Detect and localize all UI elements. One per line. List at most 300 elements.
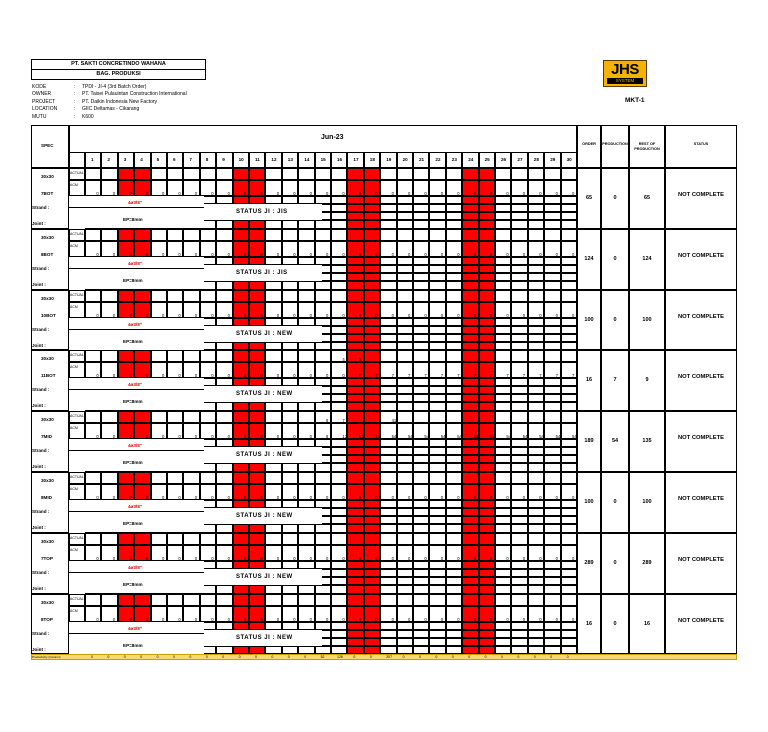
actual-cell [511, 290, 527, 302]
blank-cell [216, 439, 232, 447]
actual-cell [495, 472, 511, 484]
actual-cell [528, 411, 544, 423]
acm-cell [479, 484, 495, 500]
acm-value: 0 [96, 312, 99, 318]
footer-value: 0 [435, 655, 438, 660]
blank-cell [347, 342, 363, 351]
acm-value: 0 [293, 434, 296, 440]
blank-cell [544, 212, 560, 220]
acm-value: 0 [358, 251, 362, 257]
actual-cell [298, 472, 314, 484]
acm-value: 0 [276, 373, 280, 379]
acm-value: 0 [211, 312, 214, 318]
acm-value: 0 [260, 312, 263, 318]
actual-cell [528, 290, 544, 302]
acm-value: 0 [145, 312, 148, 318]
blank-cell [511, 342, 527, 351]
blank-cell [364, 439, 380, 447]
acm-value: 0 [572, 312, 575, 318]
blank-cell [315, 561, 331, 569]
status-ji: STATUS JI : JIS [236, 209, 288, 215]
acm-value: 0 [145, 495, 148, 500]
meta-value: PT. Daikin Indonesia New Factory [82, 98, 158, 105]
blank-cell [462, 439, 478, 447]
blank-cell [364, 204, 380, 212]
acm-value: 7 [457, 373, 460, 379]
acm-value: 0 [194, 373, 198, 379]
actual-cell [462, 168, 478, 180]
acm-value: 0 [572, 495, 575, 500]
blank-cell [364, 326, 380, 334]
blank-cell [495, 204, 511, 212]
blank-cell [233, 318, 249, 326]
blank-cell [413, 569, 429, 577]
strand-value: 4ø3/8" [128, 504, 142, 509]
blank-cell [429, 638, 445, 646]
summary-rest: 135 [642, 438, 652, 445]
blank-cell [265, 402, 281, 411]
blank-cell [347, 439, 363, 447]
actual-cell [462, 472, 478, 484]
acm-cell [511, 484, 527, 500]
blank-cell [216, 342, 232, 351]
acm-cell [544, 362, 560, 378]
blank-cell [544, 500, 560, 508]
joint-label: Joint : [32, 403, 46, 409]
actual-cell [101, 290, 117, 302]
blank-cell [511, 196, 527, 204]
spec-header: SPEC [41, 143, 54, 148]
acm-value: 0 [440, 616, 444, 622]
blank-cell [462, 265, 478, 273]
blank-cell [315, 342, 331, 351]
acm-value: 0 [408, 495, 411, 500]
blank-cell [462, 318, 478, 326]
spec-type: 11BOT [41, 373, 56, 379]
blank-cell [265, 220, 281, 229]
blank-cell [544, 342, 560, 351]
day-number: 10 [238, 157, 244, 162]
blank-cell [544, 394, 560, 402]
blank-cell [446, 630, 462, 638]
acm-cell [380, 606, 396, 622]
actual-cell [397, 229, 413, 241]
blank-cell [429, 646, 445, 655]
acm-cell [183, 606, 199, 622]
actual-cell [216, 472, 232, 484]
blank-cell [380, 334, 396, 342]
actual-cell [216, 594, 232, 606]
blank-cell [315, 220, 331, 229]
blank-cell [429, 265, 445, 273]
actual-cell [265, 594, 281, 606]
acm-value: 0 [375, 555, 378, 561]
acm-value: 0 [572, 251, 575, 257]
acm-value: 0 [276, 251, 280, 257]
blank-cell [331, 318, 347, 326]
blank-cell [413, 455, 429, 463]
acm-cell [429, 180, 445, 196]
acm-value: 0 [424, 312, 427, 318]
blank-cell [561, 394, 577, 402]
acm-value: 13 [358, 434, 364, 440]
actual-cell [200, 229, 216, 241]
spec-type: 8BOT [41, 251, 54, 257]
acm-cell [151, 423, 167, 439]
actual-cell [151, 472, 167, 484]
blank-cell [446, 265, 462, 273]
blank-cell [347, 334, 363, 342]
acm-value: 0 [293, 251, 296, 257]
actual-label: ACTUAL [70, 353, 84, 358]
blank-cell [413, 524, 429, 533]
summary-order: 65 [585, 195, 593, 201]
acm-cell [561, 241, 577, 257]
actual-cell [282, 594, 298, 606]
actual-cell [446, 594, 462, 606]
blank-cell [282, 318, 298, 326]
acm-value: 0 [309, 373, 312, 379]
acm-value: 0 [276, 191, 280, 196]
blank-cell [397, 378, 413, 386]
blank-cell [511, 622, 527, 630]
actual-cell [249, 411, 265, 423]
acm-cell [462, 302, 478, 318]
actual-cell [298, 229, 314, 241]
actual-cell [167, 411, 183, 423]
actual-cell [528, 229, 544, 241]
blank-cell [528, 561, 544, 569]
acm-cell [315, 606, 331, 622]
acm-value: 0 [326, 495, 329, 500]
blank-cell [429, 439, 445, 447]
spec-size: 30x30 [41, 599, 54, 605]
blank-cell [429, 386, 445, 394]
acm-value: 0 [244, 251, 247, 257]
blank-cell [380, 638, 396, 646]
summary-header-cell [577, 125, 601, 168]
blank-cell [347, 569, 363, 577]
blank-cell [315, 196, 331, 204]
acm-cell [561, 362, 577, 378]
blank-cell [495, 196, 511, 204]
blank-cell [331, 508, 347, 516]
acm-cell [233, 423, 249, 439]
blank-cell [479, 455, 495, 463]
actual-cell [462, 350, 478, 362]
blank-cell [380, 204, 396, 212]
blank-cell [479, 334, 495, 342]
actual-cell [462, 411, 478, 423]
acm-cell [134, 302, 150, 318]
blank-cell [265, 439, 281, 447]
blank-cell [397, 334, 413, 342]
actual-cell [331, 594, 347, 606]
blank-cell [397, 577, 413, 585]
acm-value: 54 [506, 434, 512, 440]
blank-cell [347, 622, 363, 630]
completion-status: NOT COMPLETE [677, 192, 725, 198]
blank-cell [429, 326, 445, 334]
acm-value: 54 [555, 434, 561, 440]
acm-value: 0 [457, 555, 460, 561]
actual-cell [249, 168, 265, 180]
summary-production: 0 [613, 316, 617, 323]
acm-value: 0 [260, 191, 263, 196]
actual-cell [544, 472, 560, 484]
acm-value: 0 [309, 312, 312, 318]
acm-value: 0 [211, 434, 214, 440]
acm-cell [397, 545, 413, 561]
actual-cell [561, 411, 577, 423]
acm-cell [298, 302, 314, 318]
blank-cell [544, 638, 560, 646]
blank-cell [233, 585, 249, 594]
blank-cell [397, 204, 413, 212]
acm-value: 13 [375, 434, 380, 440]
footer-value: 0 [353, 655, 356, 660]
status-ji: STATUS JI : NEW [236, 452, 293, 459]
acm-cell [183, 484, 199, 500]
acm-value: 0 [309, 251, 312, 257]
blank-cell [331, 212, 347, 220]
acm-cell [233, 180, 249, 196]
logo-subtext: SYSTEM [607, 78, 643, 84]
acm-cell [347, 606, 363, 622]
blank-cell [298, 257, 314, 265]
acm-value: 0 [276, 434, 280, 440]
blank-cell [347, 508, 363, 516]
blank-cell [528, 524, 544, 533]
blank-cell [479, 524, 495, 533]
blank-cell [265, 585, 281, 594]
blank-cell [249, 585, 265, 594]
blank-cell [544, 220, 560, 229]
blank-cell [528, 334, 544, 342]
actual-cell [495, 533, 511, 545]
blank-cell [528, 646, 544, 655]
acm-cell [561, 545, 577, 561]
actual-cell [249, 290, 265, 302]
acm-value: 0 [522, 312, 526, 318]
blank-cell [495, 447, 511, 455]
completion-status: NOT COMPLETE [677, 496, 725, 502]
footer-value: 0 [304, 655, 307, 660]
acm-value: 0 [260, 495, 263, 500]
actual-cell [233, 290, 249, 302]
actual-cell [544, 168, 560, 180]
acm-value: 0 [358, 616, 362, 622]
acm-value: 0 [293, 616, 296, 622]
blank-cell [561, 622, 577, 630]
acm-cell [544, 606, 560, 622]
acm-cell [151, 545, 167, 561]
strand-label: Strand : [32, 509, 50, 514]
blank-cell [249, 220, 265, 229]
blank-cell [397, 508, 413, 516]
acm-cell [265, 362, 281, 378]
blank-cell [315, 646, 331, 655]
acm-cell [561, 484, 577, 500]
blank-cell [462, 212, 478, 220]
acm-value: 0 [522, 495, 526, 500]
blank-cell [561, 561, 577, 569]
blank-cell [528, 281, 544, 290]
actual-cell [298, 350, 314, 362]
acm-value: 0 [244, 434, 247, 440]
joint-value: EP=8mm [123, 217, 143, 222]
acm-value: 0 [391, 312, 394, 318]
acm-value: 0 [96, 373, 99, 379]
acm-value: 0 [490, 616, 493, 622]
joint-label: Joint : [32, 221, 46, 226]
acm-value: 0 [227, 616, 230, 622]
blank-cell [511, 630, 527, 638]
footer-value: 0 [501, 655, 503, 660]
strand-label: Strand : [32, 448, 50, 454]
acm-value: 0 [309, 555, 312, 561]
blank-cell [544, 585, 560, 594]
acm-value: 0 [539, 312, 542, 318]
blank-cell [216, 378, 232, 386]
actual-cell [347, 290, 363, 302]
blank-cell [364, 334, 380, 342]
blank-cell [298, 561, 314, 569]
actual-cell [118, 229, 134, 241]
blank-cell [446, 447, 462, 455]
blank-cell [495, 326, 511, 334]
blank-cell [511, 281, 527, 290]
blank-cell [479, 281, 495, 290]
acm-label: ACM [70, 608, 78, 613]
blank-cell [364, 273, 380, 281]
strand-label: Strand : [32, 326, 50, 332]
acm-value: 54 [457, 434, 462, 440]
actual-cell [265, 350, 281, 362]
acm-value: 0 [326, 312, 329, 318]
blank-cell [528, 439, 544, 447]
blank-cell [446, 577, 462, 585]
blank-cell [544, 204, 560, 212]
actual-cell [413, 594, 429, 606]
blank-cell [462, 196, 478, 204]
blank-cell [429, 342, 445, 351]
blank-cell [249, 378, 265, 386]
joint-value: EP=8mm [123, 642, 143, 648]
day-number: 2 [107, 157, 110, 162]
blank-cell [397, 273, 413, 281]
actual-cell [429, 168, 445, 180]
day-number: 13 [287, 157, 293, 162]
blank-cell [331, 516, 347, 524]
blank-cell [511, 455, 527, 463]
blank-cell [511, 447, 527, 455]
blank-cell [265, 622, 281, 630]
blank-cell [561, 386, 577, 394]
blank-cell [479, 439, 495, 447]
acm-value: 0 [112, 616, 116, 622]
acm-label: ACM [70, 183, 78, 187]
actual-cell [528, 533, 544, 545]
blank-cell [511, 439, 527, 447]
blank-cell [462, 577, 478, 585]
acm-cell [101, 241, 117, 257]
acm-value: 0 [342, 312, 345, 318]
blank-cell [331, 577, 347, 585]
blank-cell [216, 646, 232, 655]
blank-cell [380, 273, 396, 281]
actual-cell [118, 594, 134, 606]
blank-cell [528, 455, 544, 463]
blank-cell [380, 516, 396, 524]
blank-cell [364, 638, 380, 646]
blank-cell [511, 569, 527, 577]
blank-cell [298, 220, 314, 229]
acm-cell [429, 606, 445, 622]
acm-value: 7 [375, 373, 378, 379]
acm-cell [462, 606, 478, 622]
blank-cell [413, 447, 429, 455]
blank-cell [298, 622, 314, 630]
blank-cell [528, 516, 544, 524]
blank-cell [233, 342, 249, 351]
acm-value: 0 [539, 251, 542, 257]
actual-cell [495, 594, 511, 606]
actual-cell [134, 229, 150, 241]
acm-value: 0 [211, 495, 214, 500]
actual-cell [413, 472, 429, 484]
blank-cell [331, 220, 347, 229]
blank-cell [495, 463, 511, 472]
blank-cell [397, 212, 413, 220]
actual-cell [561, 533, 577, 545]
meta-colon: : [74, 98, 76, 105]
summary-production: 0 [613, 559, 617, 566]
blank-cell [479, 196, 495, 204]
blank-cell [544, 630, 560, 638]
actual-value: 4 [342, 357, 345, 363]
blank-cell [331, 622, 347, 630]
acm-value: 0 [408, 251, 411, 257]
actual-value: 7 [342, 418, 345, 424]
acm-cell [544, 484, 560, 500]
status-ji: STATUS JI : NEW [236, 513, 293, 519]
joint-value: EP=8mm [123, 338, 143, 344]
acm-value: 0 [244, 191, 247, 196]
blank-cell [331, 342, 347, 351]
actual-cell [183, 350, 199, 362]
acm-value: 0 [358, 312, 362, 318]
actual-cell [561, 229, 577, 241]
blank-cell [479, 561, 495, 569]
day-number: 14 [304, 157, 310, 162]
joint-value: EP=8mm [123, 521, 143, 526]
day-number: 17 [353, 157, 359, 162]
blank-cell [216, 561, 232, 569]
acm-value: 0 [391, 495, 394, 500]
acm-value: 7 [391, 373, 394, 379]
blank-cell [495, 342, 511, 351]
acm-value: 0 [194, 616, 198, 622]
footer-value: 52 [320, 655, 325, 660]
blank-cell [446, 326, 462, 334]
acm-value: 0 [490, 312, 493, 318]
acm-value: 0 [112, 555, 116, 561]
blank-cell [249, 439, 265, 447]
blank-cell [479, 508, 495, 516]
actual-cell [380, 168, 396, 180]
blank-cell [561, 524, 577, 533]
